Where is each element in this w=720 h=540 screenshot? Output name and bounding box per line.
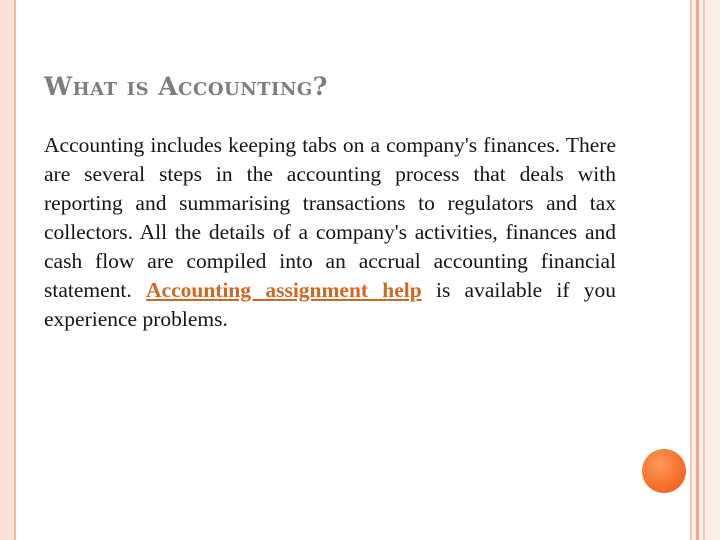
paragraph-text-after-link: is available if you experience problems. (44, 278, 616, 331)
paragraph-text-before-link: Accounting includes keeping tabs on a company's finances. There are several steps in the accounting process that deals with reporting and summarising transactions to regulators and tax collectors. All the details of a company's activities, finances and cash flow are compiled into an accrual accounting financial statement. (44, 133, 616, 302)
right-border-background (690, 0, 720, 540)
right-border-line-1 (690, 0, 692, 540)
left-border-decoration (0, 0, 14, 540)
accounting-assignment-help-link[interactable]: Accounting assignment help (146, 278, 422, 302)
left-border-line (14, 0, 16, 540)
right-border-line-3 (703, 0, 705, 540)
slide-title: What is Accounting? (44, 72, 328, 101)
decorative-circle-icon (642, 449, 686, 493)
right-border-line-2 (696, 0, 699, 540)
slide-body-paragraph (44, 131, 616, 334)
